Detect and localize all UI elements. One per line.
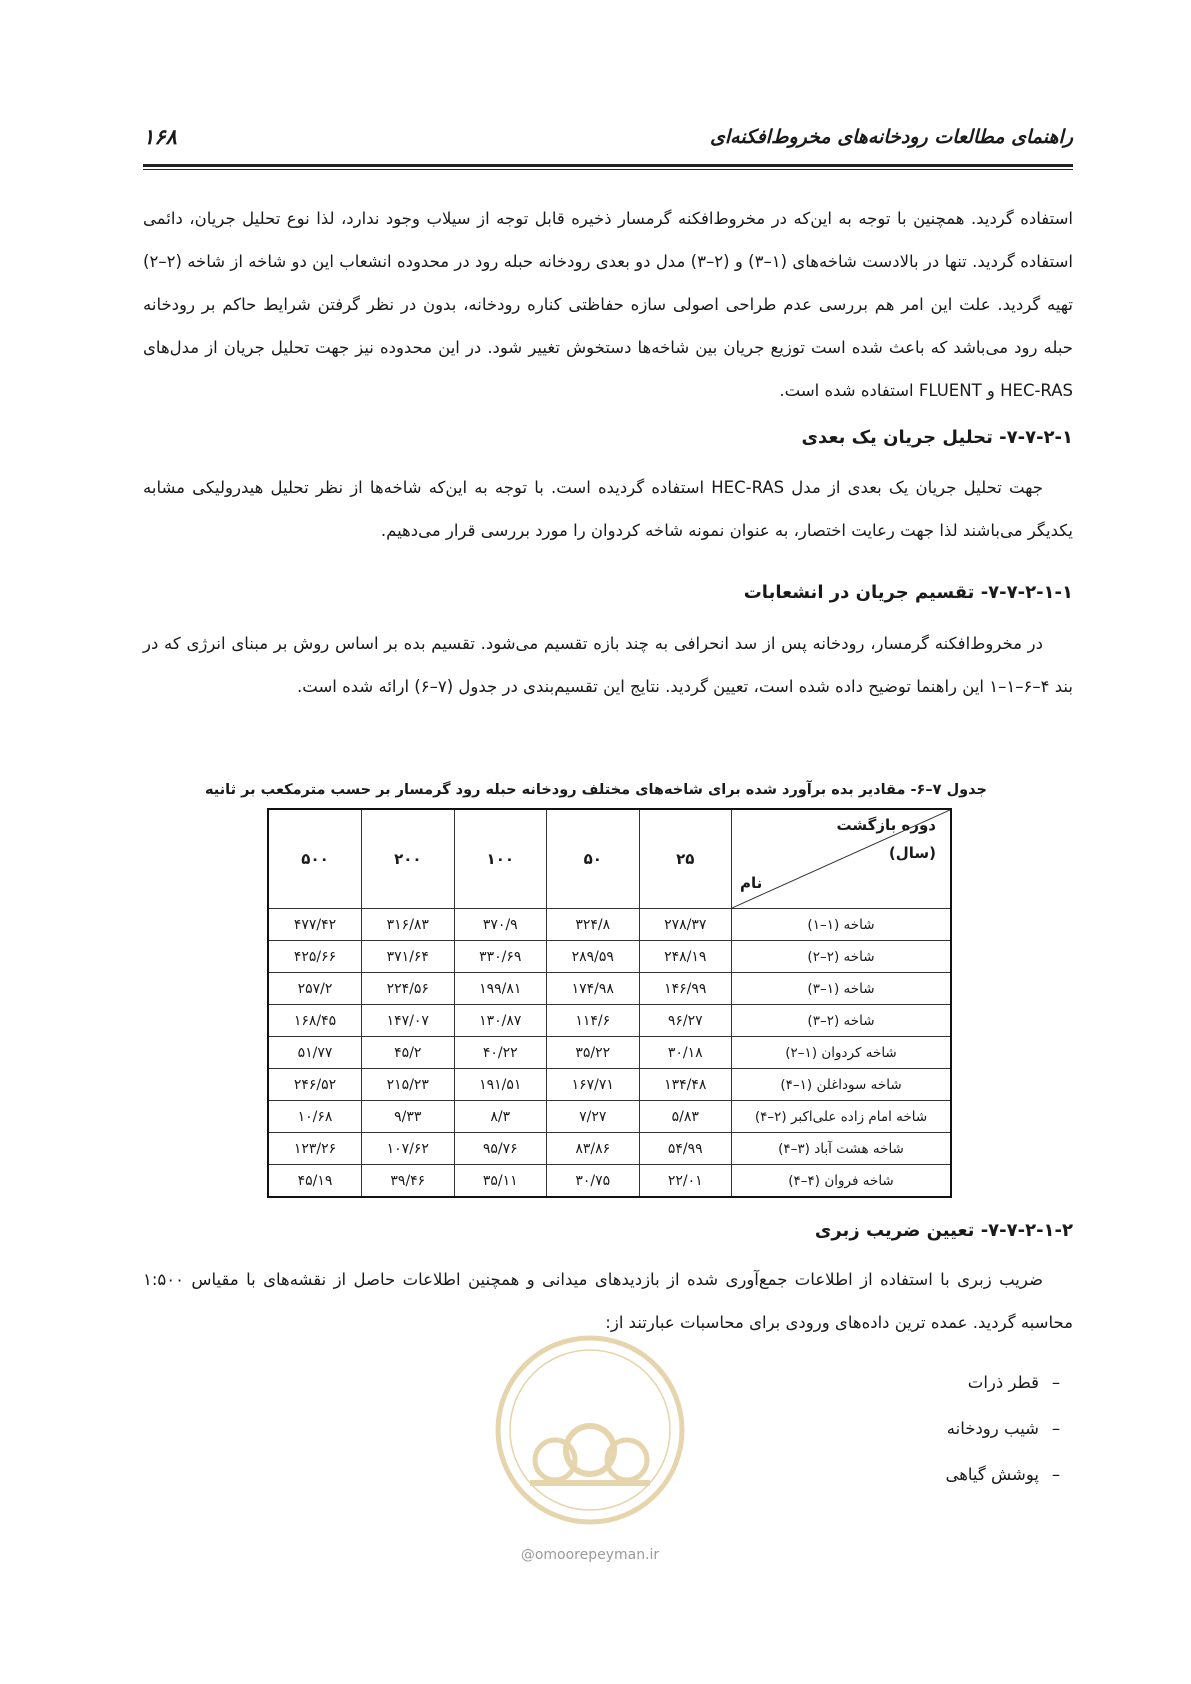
value-cell: ۹۵/۷۶	[454, 1133, 546, 1165]
column-header: ۲۵	[639, 809, 731, 909]
value-cell: ۴۵/۲	[362, 1037, 454, 1069]
value-cell: ۲۱۵/۲۳	[362, 1069, 454, 1101]
value-cell: ۵۴/۹۹	[639, 1133, 731, 1165]
value-cell: ۱۴۶/۹۹	[639, 973, 731, 1005]
table-caption: جدول ۷–۶- مقادیر بده برآورد شده برای شاخه‌های مختلف رودخانه حبله رود گرمسار بر حسب مترمکعب بر ثانیه	[205, 782, 987, 798]
column-header: ۵۰۰	[268, 809, 362, 909]
table-row	[268, 909, 951, 941]
section-heading-roughness: ۷-۷-۲-۱-۲- تعیین ضریب زبری	[814, 1220, 1073, 1241]
paragraph-1d-analysis-text: جهت تحلیل جریان یک بعدی از مدل HEC-RAS استفاده گردیده است. با توجه به این‌که شاخه‌ها از نظر تحلیل هیدرولیکی مشابه یکدیگر می‌باشند لذا جهت رعایت اختصار، به عنوان نمونه شاخه کردوان را مورد بررسی قرار می‌دهیم.	[143, 478, 1073, 540]
table-row	[268, 1165, 951, 1198]
value-cell: ۱۹۱/۵۱	[454, 1069, 546, 1101]
value-cell: ۱۶۸/۴۵	[268, 1005, 362, 1037]
value-cell: ۳۱۶/۸۳	[362, 909, 454, 941]
value-cell: ۴۰/۲۲	[454, 1037, 546, 1069]
row-name-cell: شاخه فروان (۴–۴)	[732, 1165, 952, 1198]
table-row	[268, 973, 951, 1005]
discharge-table	[267, 808, 952, 1198]
corner-return-period-label: دوره بازگشت	[836, 816, 936, 834]
corner-unit-label: (سال)	[888, 844, 936, 862]
value-cell: ۱۰/۶۸	[268, 1101, 362, 1133]
row-name-cell: شاخه امام زاده علی‌اکبر (۲–۴)	[732, 1101, 952, 1133]
table-row	[268, 941, 951, 973]
table-row	[268, 1133, 951, 1165]
value-cell: ۸/۳	[454, 1101, 546, 1133]
value-cell: ۱۷۴/۹۸	[547, 973, 639, 1005]
dash-bullet-icon: –	[1051, 1373, 1061, 1392]
value-cell: ۲۷۸/۳۷	[639, 909, 731, 941]
value-cell: ۳۰/۱۸	[639, 1037, 731, 1069]
value-cell: ۳۵/۲۲	[547, 1037, 639, 1069]
value-cell: ۴۲۵/۶۶	[268, 941, 362, 973]
value-cell: ۴۵/۱۹	[268, 1165, 362, 1198]
value-cell: ۱۱۴/۶	[547, 1005, 639, 1037]
value-cell: ۳۰/۷۵	[547, 1165, 639, 1198]
table-row	[268, 1005, 951, 1037]
page-number: ۱۶۸	[143, 124, 177, 149]
row-name-cell: شاخه (۱–۳)	[732, 973, 952, 1005]
value-cell: ۳۲۴/۸	[547, 909, 639, 941]
row-name-cell: شاخه (۲–۲)	[732, 941, 952, 973]
value-cell: ۳۷۱/۶۴	[362, 941, 454, 973]
column-header: ۲۰۰	[362, 809, 454, 909]
row-name-cell: شاخه سوداغلن (۱–۴)	[732, 1069, 952, 1101]
table-header-row	[268, 809, 951, 909]
list-item	[945, 1406, 1073, 1452]
running-title: راهنمای مطالعات رودخانه‌های مخروط‌افکنه‌ای	[710, 126, 1073, 148]
value-cell: ۱۳۴/۴۸	[639, 1069, 731, 1101]
list-item	[945, 1452, 1073, 1498]
value-cell: ۸۳/۸۶	[547, 1133, 639, 1165]
value-cell: ۷/۲۷	[547, 1101, 639, 1133]
value-cell: ۹۶/۲۷	[639, 1005, 731, 1037]
value-cell: ۲۲/۰۱	[639, 1165, 731, 1198]
paragraph-1d-analysis	[143, 466, 1073, 552]
section-heading-1d-analysis: ۷-۷-۲-۱- تحلیل جریان یک بعدی	[801, 427, 1073, 448]
value-cell: ۲۴۶/۵۲	[268, 1069, 362, 1101]
value-cell: ۱۰۷/۶۲	[362, 1133, 454, 1165]
value-cell: ۴۷۷/۴۲	[268, 909, 362, 941]
value-cell: ۱۹۹/۸۱	[454, 973, 546, 1005]
value-cell: ۳۹/۴۶	[362, 1165, 454, 1198]
value-cell: ۲۸۹/۵۹	[547, 941, 639, 973]
row-name-cell: شاخه کردوان (۱–۲)	[732, 1037, 952, 1069]
table-row	[268, 1101, 951, 1133]
value-cell: ۱۳۰/۸۷	[454, 1005, 546, 1037]
value-cell: ۱۲۳/۲۶	[268, 1133, 362, 1165]
paragraph-intro-text: استفاده گردید. همچنین با توجه به این‌که در مخروط‌افکنه گرمسار ذخیره قابل توجه از سیلاب وجود ندارد، لذا نوع تحلیل جریان، دائمی استفاده گردید. تنها در بالادست شاخه‌های (۱–۳) و (۲–۳) مدل دو بعدی رودخانه حبله رود در محدوده انشعاب این دو شاخه از شاخه (۲–۲) تهیه گردید. علت این امر هم بررسی عدم طراحی اصولی سازه حفاظتی کناره رودخانه، بدون در نظر گرفتن شرایط حاکم بر رودخانه حبله رود می‌باشد که باعث شده است توزیع جریان بین شاخه‌ها دستخوش تغییر شود. در این محدوده نیز جهت تحلیل جریان از مدل‌های HEC-RAS و FLUENT استفاده شده است.	[143, 209, 1073, 400]
row-name-cell: شاخه (۱–۱)	[732, 909, 952, 941]
section-heading-flow-division: ۷-۷-۲-۱-۱- تقسیم جریان در انشعابات	[743, 582, 1073, 603]
header-rule-thick	[143, 164, 1073, 167]
column-header: ۱۰۰	[454, 809, 546, 909]
paragraph-flow-division-text: در مخروط‌افکنه گرمسار، رودخانه پس از سد انحرافی به چند بازه تقسیم می‌شود. تقسیم بده بر اساس روش بر مبنای انرژی که در بند ۴–۶–۱–۱ این راهنما توضیح داده شده است، تعیین گردید. نتایج این تقسیم‌بندی در جدول (۷–۶) ارائه شده است.	[143, 634, 1073, 696]
value-cell: ۵۱/۷۷	[268, 1037, 362, 1069]
value-cell: ۲۲۴/۵۶	[362, 973, 454, 1005]
watermark-url: @omoorepeyman.ir	[520, 1547, 660, 1563]
value-cell: ۹/۳۳	[362, 1101, 454, 1133]
value-cell: ۱۴۷/۰۷	[362, 1005, 454, 1037]
row-name-cell: شاخه (۲–۳)	[732, 1005, 952, 1037]
paragraph-roughness-text: ضریب زبری با استفاده از اطلاعات جمع‌آوری شده از بازدیدهای میدانی و همچنین اطلاعات حاصل از نقشه‌های با مقیاس ۱:۵۰۰ محاسبه گردید. عمده ترین داده‌های ورودی برای محاسبات عبارتند از:	[143, 1270, 1073, 1332]
table-row	[268, 1069, 951, 1101]
page-header	[143, 120, 1073, 160]
dash-bullet-icon: –	[1051, 1465, 1061, 1484]
value-cell: ۳۷۰/۹	[454, 909, 546, 941]
watermark-logo-icon	[490, 1330, 690, 1530]
dash-bullet-icon: –	[1051, 1419, 1061, 1438]
input-data-list	[945, 1360, 1073, 1498]
value-cell: ۱۶۷/۷۱	[547, 1069, 639, 1101]
list-item-text: قطر ذرات	[967, 1373, 1039, 1392]
list-item-text: شیب رودخانه	[946, 1419, 1039, 1438]
list-item	[945, 1360, 1073, 1406]
header-rule-thin	[143, 169, 1073, 170]
value-cell: ۲۴۸/۱۹	[639, 941, 731, 973]
value-cell: ۳۵/۱۱	[454, 1165, 546, 1198]
row-name-cell: شاخه هشت آباد (۳–۴)	[732, 1133, 952, 1165]
corner-name-label: نام	[740, 874, 763, 892]
value-cell: ۵/۸۳	[639, 1101, 731, 1133]
value-cell: ۲۵۷/۲	[268, 973, 362, 1005]
table-corner-cell	[732, 809, 952, 909]
column-header: ۵۰	[547, 809, 639, 909]
table-row	[268, 1037, 951, 1069]
value-cell: ۳۳۰/۶۹	[454, 941, 546, 973]
list-item-text: پوشش گیاهی	[945, 1465, 1039, 1484]
paragraph-intro	[143, 197, 1073, 412]
paragraph-flow-division	[143, 622, 1073, 708]
